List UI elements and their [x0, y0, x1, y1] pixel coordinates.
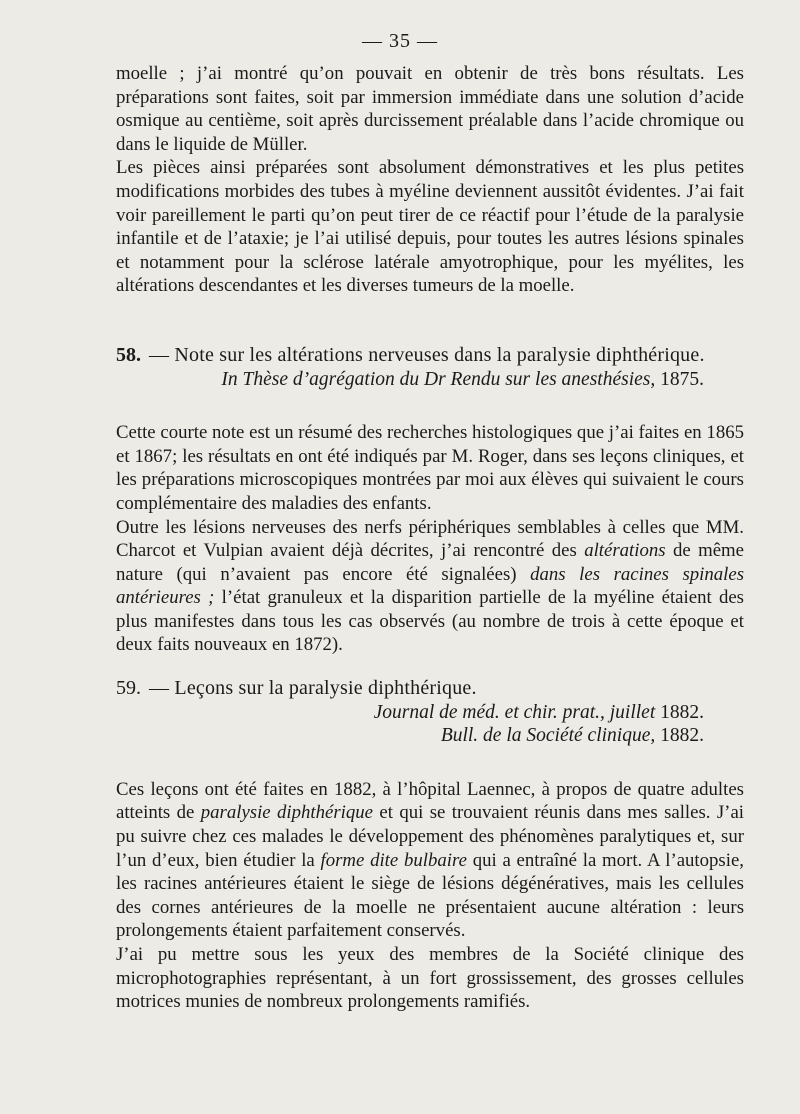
entry-59-number: 59.	[116, 677, 141, 700]
entry-58-p2-text-b: de même nature (qui n’avaient pas encore été signalées)	[116, 540, 744, 585]
entry-58-title: — Note sur les altérations nerveuses dans la paralysie diphthérique.	[149, 343, 705, 366]
page-body	[116, 62, 744, 1014]
entry-58-paragraph-1: Cette courte note est un résumé des recherches histologiques que j’ai faites en 1865 et 1867; les résultats en ont été indiqués par M. Roger, dans ses leçons cliniques, et les préparations microscopiques montrées par moi aux élèves qui suivaient le cours complémentaire des maladies des enfants.	[116, 422, 744, 514]
entry-59-source-1	[116, 701, 744, 725]
entry-59-heading	[116, 677, 744, 748]
entry-59-paragraph-1	[116, 778, 744, 943]
entry-59-source-1-text: Journal de méd. et chir. prat., juillet	[373, 701, 656, 723]
entry-58-p2-emphasis-1: altérations	[584, 540, 666, 562]
entry-58-heading	[116, 344, 744, 391]
intro-paragraph-2: Les pièces ainsi préparées sont absolument démonstratives et les plus petites modifications morbides des tubes à myéline deviennent aussitôt évidentes. J’ai fait voir pareillement le parti qu’on peut tirer de ce réactif pour l’étude de la paralysie infantile et de l’ataxie; je l’ai utilisé depuis, pour toutes les autres lésions spinales et notamment pour la sclérose latérale amyotrophique, pour les myélites, les altérations descendantes et les diverses tumeurs de la moelle.	[116, 157, 744, 297]
entry-58-p2-text-c: l’état granuleux et la disparition partielle de la myéline étaient des plus manifestes dans tous les cas observés (au nombre de trois à cette époque et deux faits nouveaux en 1872).	[116, 587, 744, 656]
entry-58-source	[116, 368, 744, 392]
entry-58-p2-text-a: Outre les lésions nerveuses des nerfs périphériques semblables à celles que MM. Charcot et Vulpian avaient déjà décrites, j’ai rencontré des	[116, 516, 744, 562]
entry-59-paragraph-2: J’ai pu mettre sous les yeux des membres de la Société clinique des microphotographies représentant, à un fort grossissement, des grosses cellules motrices munies de nombreux prolongements ramifiés.	[116, 944, 744, 1013]
entry-59-p1-emphasis-1: paralysie diphthérique	[200, 802, 374, 824]
entry-58-paragraph-2	[116, 516, 744, 658]
intro-paragraph-1: moelle ; j’ai montré qu’on pouvait en obtenir de très bons résultats. Les préparations sont faites, soit par immersion immédiate dans une solution d’acide osmique au centième, soit après durcissement préalable dans l’acide chromique ou dans le liquide de Müller.	[116, 63, 744, 155]
entry-59-source-2-text: Bull. de la Société clinique,	[440, 725, 656, 747]
entry-59-p1-text-c: qui a entraîné la mort. A l’autopsie, les racines antérieures étaient le siège de lésions dégénératives, mais les cellules des cornes antérieures de la moelle ne présentaient aucune altération : leurs prolongements étaient parfaitement conservés.	[116, 849, 744, 942]
entry-59-p1-emphasis-2: forme dite bulbaire	[320, 849, 467, 871]
entry-58-source-text: In Thèse d’agrégation du Dr Rendu sur les anesthésies,	[221, 368, 656, 390]
entry-58-number: 58.	[116, 343, 141, 366]
entry-59-title: — Leçons sur la paralysie diphthérique.	[149, 677, 477, 700]
entry-59-p1-text-a: Ces leçons ont été faites en 1882, à l’hôpital Laennec, à propos de quatre adultes atteints de	[116, 778, 744, 824]
entry-59-source-1-year: 1882.	[655, 701, 704, 723]
entry-59-source-2-year: 1882.	[655, 725, 704, 747]
entry-58-source-year: 1875.	[655, 368, 704, 390]
entry-58-p2-emphasis-2: dans les racines spinales antérieures ;	[116, 563, 745, 609]
entry-59-p1-text-b: et qui se trouvaient réunis dans mes salles. J’ai pu suivre chez ces malades le développement des phénomènes paralytiques et, sur l’un d’eux, bien étudier la	[116, 802, 744, 871]
page-number: — 35 —	[362, 30, 438, 52]
entry-59-source-2	[116, 724, 744, 748]
